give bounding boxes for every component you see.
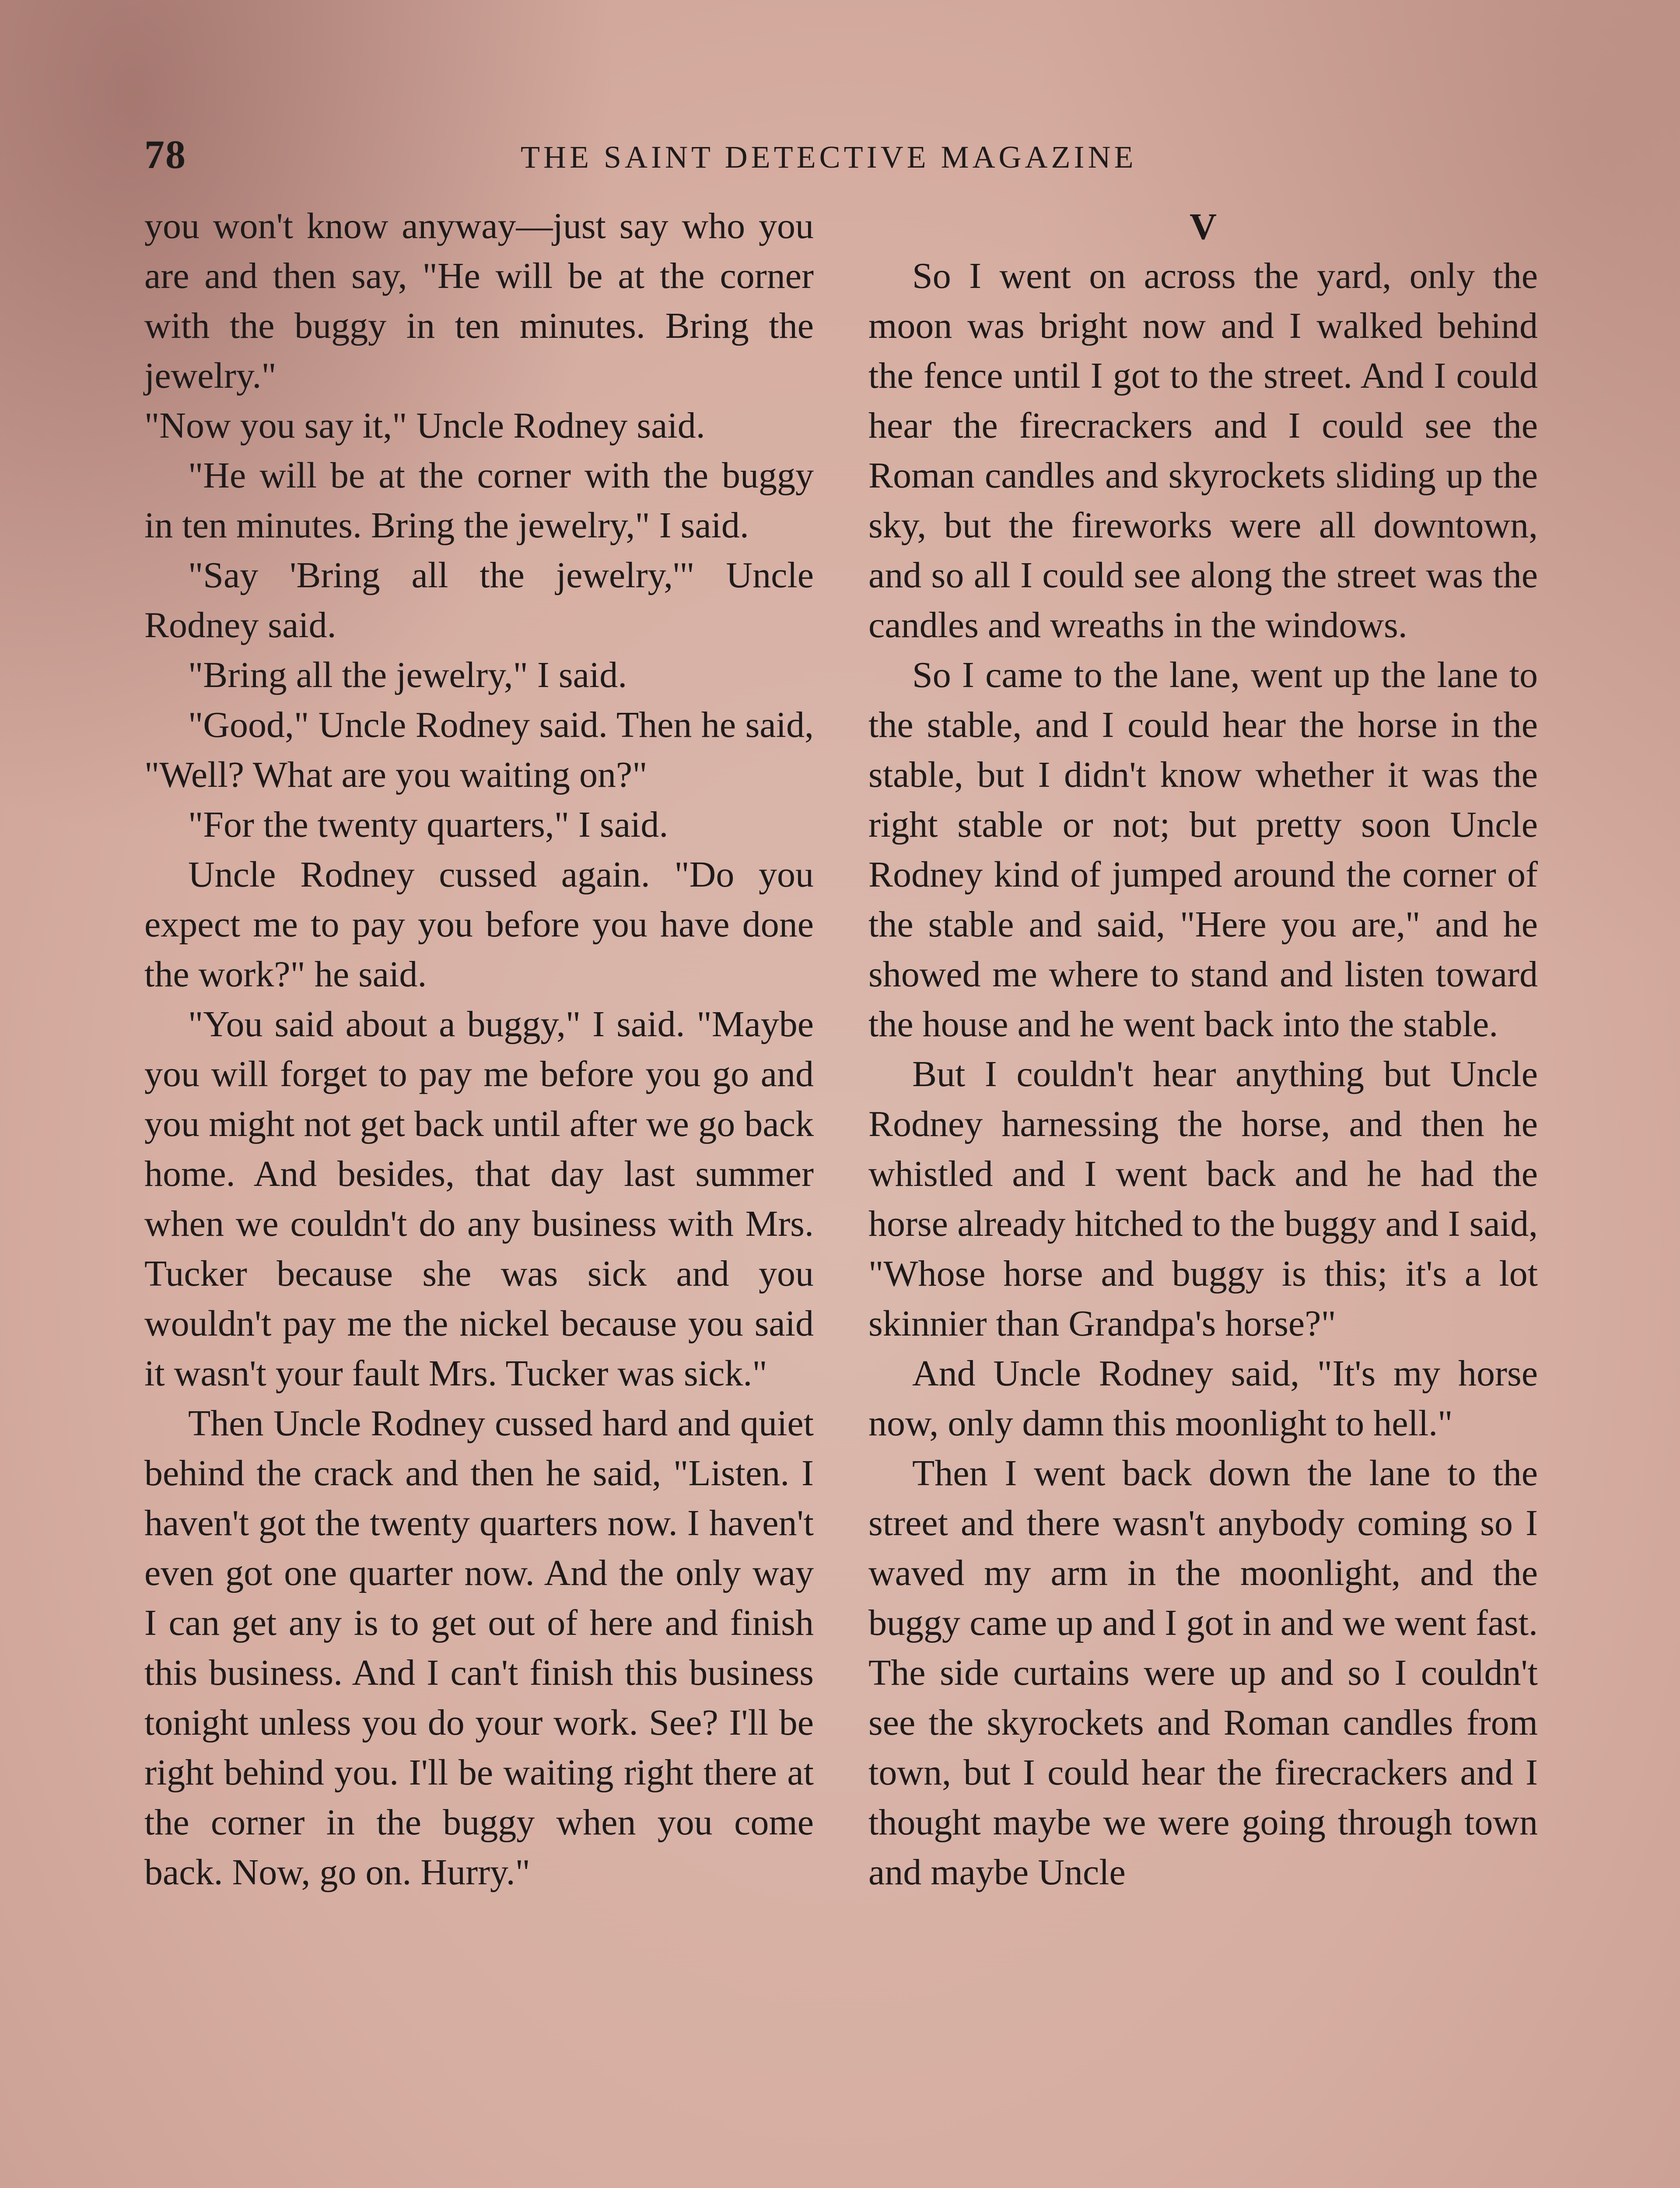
paragraph: "For the twenty quarters," I said.: [188, 804, 668, 845]
paragraph: Uncle Rodney cussed again. "Do you expect me to pay you before you have done the work?" he said.: [144, 854, 814, 995]
magazine-title: THE SAINT DETECTIVE MAGAZINE: [521, 140, 1137, 175]
paragraph: And Uncle Rodney said, "It's my horse now, only damn this moonlight to hell.": [868, 1353, 1538, 1444]
right-column: [868, 201, 1538, 1897]
paragraph: "He will be at the corner with the buggy in ten minutes. Bring the jewelry," I said.: [144, 455, 814, 546]
paragraph: you won't know anyway—just say who you are and then say, "He will be at the corner with the buggy in ten minutes. Bring the jewelry.": [144, 206, 814, 396]
paragraph: "Good," Uncle Rodney said. Then he said, "Well? What are you waiting on?": [144, 705, 814, 795]
paragraph: "Say 'Bring all the jewelry,'" Uncle Rodney said.: [144, 555, 814, 645]
running-head: [144, 131, 1540, 197]
left-column: [144, 201, 814, 1897]
paragraph: But I couldn't hear anything but Uncle Rodney harnessing the horse, and then he whistled and I went back and he had the horse already hitched to the buggy and I said, "Whose horse and buggy is this; it's a lot skinnier than Grandpa's horse?": [868, 1054, 1538, 1344]
paragraph: Then Uncle Rodney cussed hard and quiet behind the crack and then he said, "Listen. I haven't got the twenty quarters now. I haven't even got one quarter now. And the only way I can get any is to get out of here and finish this business. And I can't finish this business tonight unless you do your work. See? I'll be right behind you. I'll be waiting right there at the corner in the buggy when you come back. Now, go on. Hurry.": [144, 1403, 814, 1893]
paragraph: So I came to the lane, went up the lane to the stable, and I could hear the horse in the stable, but I didn't know whether it was the right stable or not; but pretty soon Uncle Rodney kind of jumped around the corner of the stable and said, "Here you are," and he showed me where to stand and listen toward the house and he went back into the stable.: [868, 655, 1538, 1045]
paragraph: Then I went back down the lane to the street and there wasn't anybody coming so I waved my arm in the moonlight, and the buggy came up and I got in and we went fast. The side curtains were up and so I couldn't see the skyrockets and Roman candles from town, but I could hear the firecrackers and I thought maybe we were going through town and maybe Uncle: [868, 1453, 1538, 1893]
page-number: 78: [144, 132, 186, 177]
section-heading: V: [1189, 205, 1217, 247]
paragraph: "You said about a buggy," I said. "Maybe you will forget to pay me before you go and you might not get back until after we go back home. And besides, that day last summer when we couldn't do any business with Mrs. Tucker because she was sick and you wouldn't pay me the nickel because you said it wasn't your fault Mrs. Tucker was sick.": [144, 1004, 814, 1394]
paragraph: "Now you say it," Uncle Rodney said.: [144, 405, 705, 446]
paragraph: So I went on across the yard, only the moon was bright now and I walked behind the fence until I got to the street. And I could hear the firecrackers and I could see the Roman candles and skyrockets sliding up the sky, but the fireworks were all downtown, and so all I could see along the street was the candles and wreaths in the windows.: [868, 256, 1538, 645]
paragraph: "Bring all the jewelry," I said.: [188, 655, 627, 695]
